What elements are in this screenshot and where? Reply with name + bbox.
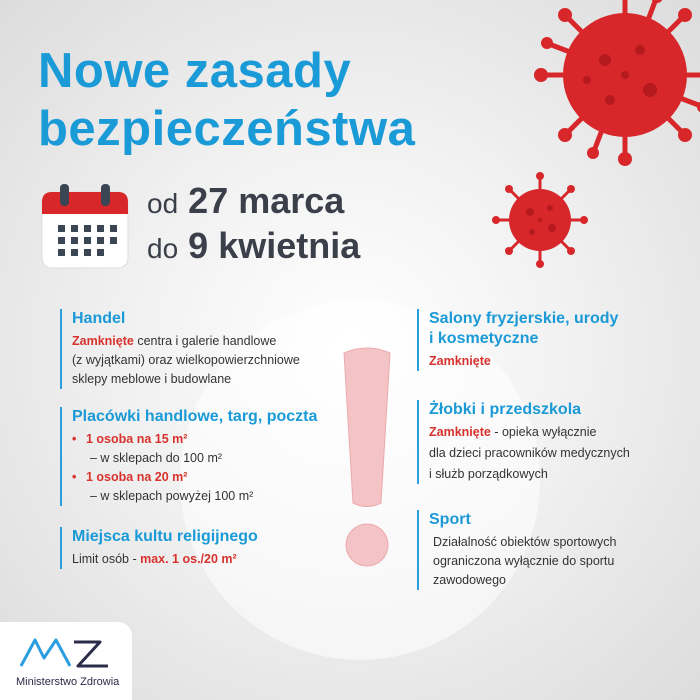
sport-text2: ograniczona wyłącznie do sportu xyxy=(433,554,615,568)
date-from-value: 27 marca xyxy=(188,180,345,221)
calendar-icon xyxy=(40,182,130,275)
kult-text: Limit osób - xyxy=(72,552,141,566)
logo-box xyxy=(0,622,132,700)
zlobki-text1: - opieka wyłącznie xyxy=(490,425,597,439)
zlobki-text3: i służb porządkowych xyxy=(429,467,548,481)
section-kult xyxy=(60,527,372,569)
date-from-prefix: od xyxy=(147,188,179,219)
kult-limit: max. 1 os./20 m² xyxy=(140,552,237,566)
sport-text1: Działalność obiektów sportowych xyxy=(433,535,617,549)
section-handel-title: Handel xyxy=(72,310,126,327)
handel-text1: centra i galerie handlowe xyxy=(133,334,277,348)
page-title-line1: Nowe zasady xyxy=(38,44,352,98)
virus-icon-small xyxy=(490,170,590,275)
placowki-sub2: – w sklepach powyżej 100 m² xyxy=(90,489,254,503)
salony-status: Zamknięte xyxy=(429,354,491,368)
placowki-bullet2: 1 osoba na 20 m² xyxy=(86,470,188,484)
section-placowki-title: Placówki handlowe, targ, poczta xyxy=(72,408,318,425)
section-sport xyxy=(417,510,700,590)
placowki-bullet1: 1 osoba na 15 m² xyxy=(86,432,188,446)
section-salony-title1: Salony fryzjerskie, urody xyxy=(429,310,619,327)
section-zlobki-title: Żłobki i przedszkola xyxy=(429,401,582,418)
zlobki-status: Zamknięte xyxy=(429,425,491,439)
date-from xyxy=(147,180,344,225)
section-zlobki xyxy=(417,400,700,484)
section-kult-title: Miejsca kultu religijnego xyxy=(72,528,258,545)
section-salony-title2: i kosmetyczne xyxy=(429,330,539,347)
section-salony xyxy=(417,309,699,371)
date-to xyxy=(147,225,360,270)
bullet-icon: • xyxy=(72,470,77,484)
section-handel xyxy=(60,309,372,389)
logo-label: Ministerstwo Zdrowia xyxy=(16,676,120,688)
handel-text3: sklepy meblowe i budowlane xyxy=(72,372,232,386)
section-sport-title: Sport xyxy=(429,511,471,528)
date-to-value: 9 kwietnia xyxy=(188,225,361,266)
zlobki-text2: dla dzieci pracowników medycznych xyxy=(429,446,630,460)
handel-text2: (z wyjątkami) oraz wielkopowierzchniowe xyxy=(72,353,300,367)
handel-status: Zamknięte xyxy=(72,334,134,348)
page-title-line2: bezpieczeństwa xyxy=(38,102,416,156)
date-to-prefix: do xyxy=(147,233,179,264)
bullet-icon: • xyxy=(72,432,77,446)
virus-icon-large xyxy=(530,0,700,175)
placowki-sub1: – w sklepach do 100 m² xyxy=(90,451,223,465)
section-placowki xyxy=(60,407,372,506)
mz-logo-icon xyxy=(18,632,118,677)
sport-text3: zawodowego xyxy=(433,573,506,587)
